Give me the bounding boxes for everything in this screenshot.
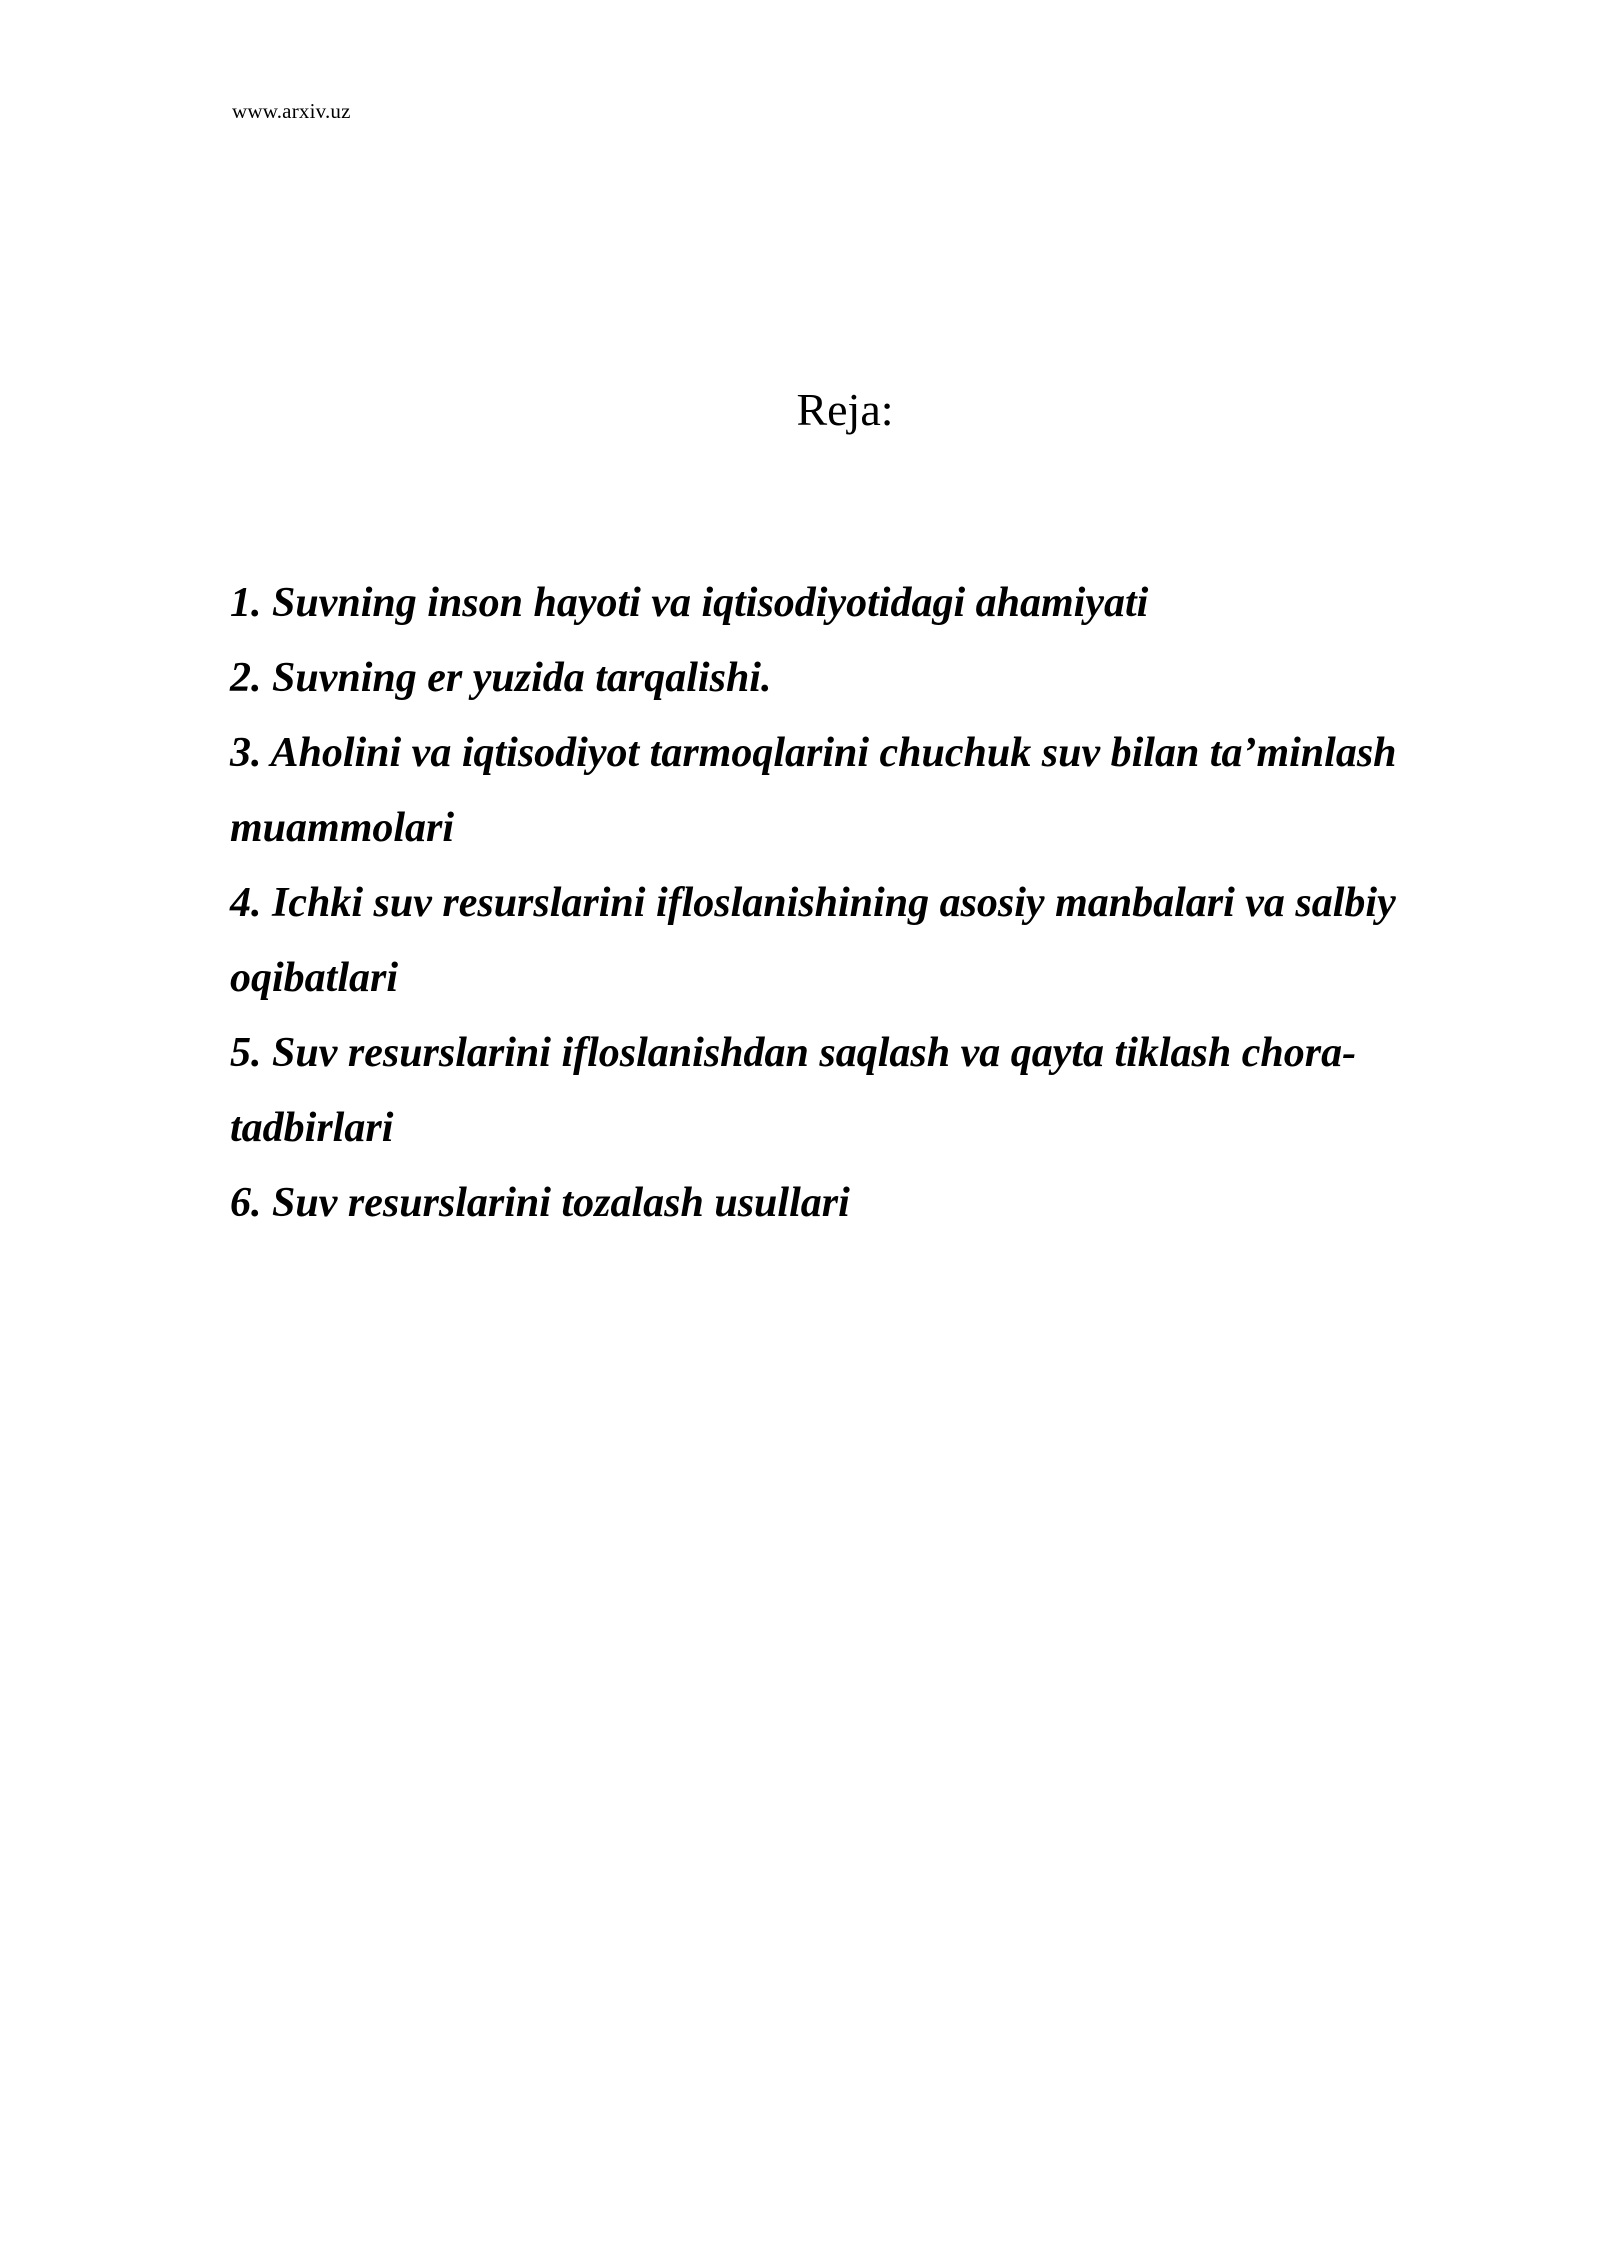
page-title: Reja: xyxy=(796,384,894,435)
plan-list xyxy=(230,566,1460,1241)
plan-item-2: 2. Suvning er yuzida tarqalishi. xyxy=(230,655,772,701)
plan-item-3: 3. Aholini va iqtisodiyot tarmoqlarini chuchuk suv bilan ta’minlash muammolari xyxy=(230,730,1397,851)
header-url: www.arxiv.uz xyxy=(232,99,351,123)
plan-item-5: 5. Suv resurslarini ifloslanishdan saqlash va qayta tiklash chora-tadbirlari xyxy=(230,1030,1357,1151)
plan-item-1: 1. Suvning inson hayoti va iqtisodiyotidagi ahamiyati xyxy=(230,580,1149,626)
plan-item-6: 6. Suv resurslarini tozalash usullari xyxy=(230,1180,850,1226)
plan-item-4: 4. Ichki suv resurslarini ifloslanishining asosiy manbalari va salbiy oqibatlari xyxy=(230,880,1396,1001)
